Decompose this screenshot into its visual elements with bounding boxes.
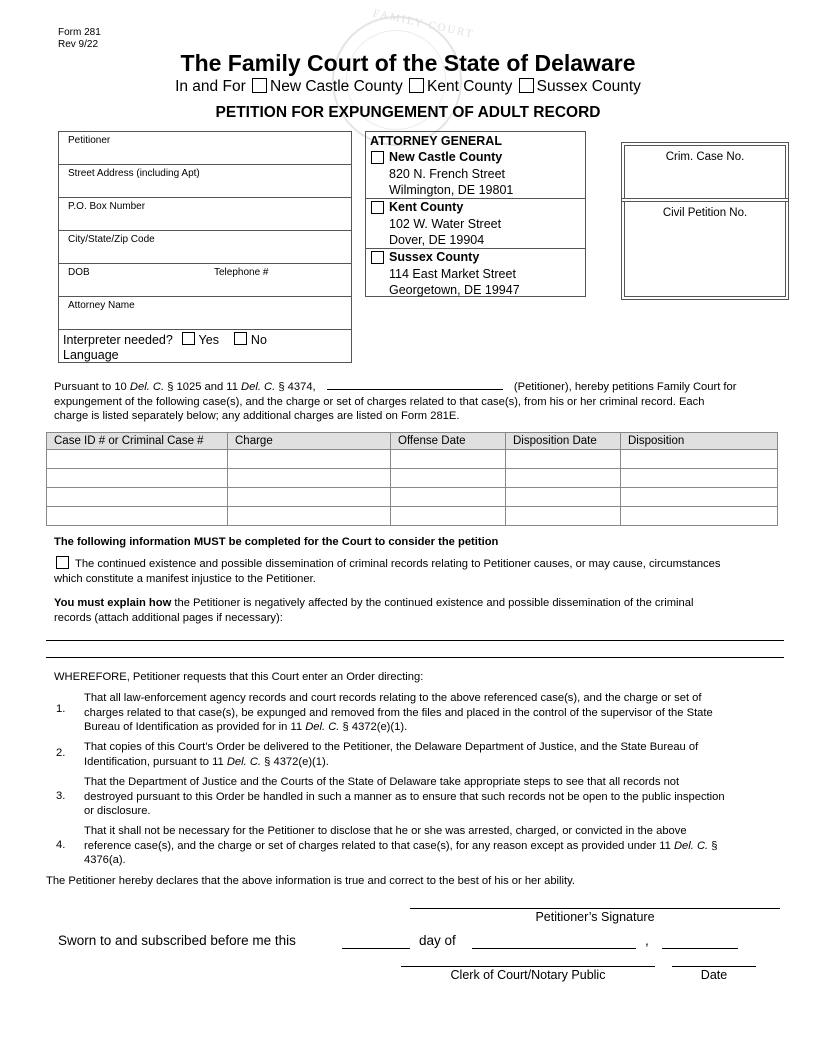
- intro-line-2: expungement of the following case(s), and the charge or set of charges related to that case(s), from his or her criminal record. Each: [54, 395, 705, 408]
- attorney-name-label: Attorney Name: [68, 300, 135, 311]
- table-cell[interactable]: [621, 507, 778, 526]
- dob-label: DOB: [68, 267, 90, 278]
- ag-kent-checkbox[interactable]: [371, 201, 384, 214]
- sworn-day-blank[interactable]: [342, 948, 410, 949]
- ag-sussex-county: Sussex County: [389, 250, 480, 264]
- charges-table: [46, 432, 778, 526]
- order-item-2-line-2: Identification, pursuant to 11: [84, 755, 227, 768]
- order-item-2-delc: Del. C.: [226, 755, 262, 768]
- manifest-injustice-checkbox[interactable]: [56, 556, 69, 569]
- table-cell[interactable]: [621, 469, 778, 488]
- interpreter-label: Interpreter needed?: [63, 333, 173, 347]
- table-cell[interactable]: [228, 469, 391, 488]
- table-cell[interactable]: [506, 507, 621, 526]
- requirements-heading: The following information MUST be completed for the Court to consider the petition: [54, 536, 499, 548]
- petitioner-name-blank[interactable]: [327, 379, 503, 390]
- table-cell[interactable]: [228, 507, 391, 526]
- ag-sussex-city: Georgetown, DE 19947: [389, 283, 520, 297]
- order-item-4-line-3: 4376(a).: [84, 854, 126, 866]
- civil-petition-number-label: Civil Petition No.: [624, 201, 786, 297]
- intro-line-3: charge is listed separately below; any additional charges are listed on Form 281E.: [54, 410, 460, 422]
- table-cell[interactable]: [391, 507, 506, 526]
- order-item-1-delc: Del. C.: [305, 721, 340, 733]
- comma-text: ,: [645, 933, 649, 948]
- sussex-county-checkbox[interactable]: [519, 78, 534, 93]
- wherefore-intro: WHEREFORE, Petitioner requests that this Court enter an Order directing:: [54, 671, 424, 683]
- table-cell[interactable]: [47, 507, 228, 526]
- ag-kent-city: Dover, DE 19904: [389, 233, 485, 247]
- order-item-3-line-1: That the Department of Justice and the Courts of the State of Delaware take appropriate steps to see that all records not: [84, 776, 680, 788]
- interpreter-no-label: No: [250, 333, 267, 347]
- sworn-month-blank[interactable]: [472, 948, 636, 949]
- order-item-1-line-2: charges related to that case(s), be expunged and removed from the files and placed in the control of the supervisor of the State: [84, 706, 713, 719]
- order-item-4-line-2-end: §: [708, 839, 718, 852]
- sworn-year-blank[interactable]: [662, 948, 738, 949]
- explanation-line-2[interactable]: [46, 657, 784, 658]
- order-item-1-line-3-end: § 4372(e)(1).: [339, 721, 408, 733]
- petitioner-field[interactable]: [58, 131, 352, 165]
- order-item-4: [84, 824, 774, 868]
- in-and-for-label: In and For: [175, 78, 246, 95]
- table-cell[interactable]: [506, 488, 621, 507]
- sworn-text: Sworn to and subscribed before me this: [58, 933, 296, 948]
- sussex-county-label: Sussex County: [536, 78, 641, 95]
- table-cell[interactable]: [47, 488, 228, 507]
- criminal-case-number-label: Crim. Case No.: [624, 145, 786, 199]
- order-item-4-line-2: reference case(s), and the charge or set of charges related to that case(s), for any reason except as provided under 11: [84, 839, 674, 852]
- table-cell[interactable]: [228, 488, 391, 507]
- item-number-1: 1.: [56, 703, 66, 715]
- manifest-injustice-text: The continued existence and possible dissemination of criminal records relating to Petitioner causes, or may cause, circumstances: [75, 558, 721, 570]
- attorney-general-heading: ATTORNEY GENERAL: [370, 134, 502, 148]
- intro-text-3: § 4374,: [275, 381, 316, 393]
- intro-text-4: (Petitioner), hereby petitions Family Court for: [513, 381, 737, 393]
- interpreter-no-checkbox[interactable]: [234, 332, 247, 345]
- street-address-label: Street Address (including Apt): [68, 168, 200, 179]
- column-header-disposition-date: Disposition Date: [506, 433, 621, 450]
- ag-office-kent: [366, 198, 585, 249]
- intro-text-1: Pursuant to 10: [54, 381, 130, 393]
- item-number-2: 2.: [56, 747, 66, 759]
- order-item-1-line-3: Bureau of Identification as provided for in 11: [84, 721, 306, 733]
- manifest-injustice-text-2: which constitute a manifest injustice to the Petitioner.: [54, 572, 316, 585]
- item-number-3: 3.: [56, 790, 66, 802]
- criminal-case-number-box[interactable]: [621, 142, 789, 202]
- city-state-zip-field[interactable]: [58, 230, 352, 264]
- table-cell[interactable]: [391, 450, 506, 469]
- petitioner-signature-label: Petitioner’s Signature: [535, 910, 655, 924]
- explain-instructions: [54, 596, 784, 625]
- explain-text: the Petitioner is negatively affected by the continued existence and possible dissemination of the criminal: [171, 597, 694, 609]
- ag-kent-street: 102 W. Water Street: [389, 216, 502, 231]
- ag-new-castle-county: New Castle County: [389, 150, 503, 164]
- order-item-4-delc: Del. C.: [673, 839, 709, 852]
- po-box-field[interactable]: [58, 197, 352, 231]
- order-item-3: [84, 775, 774, 819]
- column-header-case-id: Case ID # or Criminal Case #: [47, 433, 228, 450]
- item-number-4: 4.: [56, 839, 66, 851]
- kent-county-checkbox[interactable]: [409, 78, 424, 93]
- order-item-2: [84, 740, 774, 769]
- attorney-general-box: [365, 131, 586, 297]
- order-item-1: [84, 691, 774, 735]
- table-cell[interactable]: [621, 488, 778, 507]
- dob-telephone-field[interactable]: [58, 263, 352, 297]
- interpreter-field: [58, 329, 352, 363]
- table-cell[interactable]: [47, 450, 228, 469]
- table-cell[interactable]: [506, 469, 621, 488]
- revision-text: Rev 9/22: [58, 39, 99, 50]
- explain-text-2: records (attach additional pages if necessary):: [54, 611, 283, 624]
- table-cell[interactable]: [47, 469, 228, 488]
- order-item-1-line-1: That all law-enforcement agency records and court records relating to the above referenced case(s), and the charge or set of: [84, 692, 702, 704]
- intro-text-2: § 1025 and 11: [164, 381, 242, 393]
- civil-petition-number-box[interactable]: [621, 198, 789, 300]
- table-cell[interactable]: [391, 469, 506, 488]
- street-address-field[interactable]: [58, 164, 352, 198]
- form-number: [58, 27, 101, 51]
- petition-intro: [54, 379, 784, 424]
- explain-bold-text: You must explain how: [54, 597, 172, 609]
- order-item-3-line-3: or disclosure.: [84, 805, 151, 817]
- new-castle-county-checkbox[interactable]: [252, 78, 267, 93]
- column-header-disposition: Disposition: [621, 433, 778, 450]
- table-cell[interactable]: [391, 488, 506, 507]
- petitioner-signature-line[interactable]: [410, 908, 780, 909]
- date-label: Date: [700, 968, 728, 982]
- table-row: [47, 507, 778, 526]
- table-row: [47, 488, 778, 507]
- manifest-injustice-statement: [54, 556, 784, 586]
- order-item-2-line-1: That copies of this Court’s Order be delivered to the Petitioner, the Delaware Department of Justice, and the State Bureau of: [84, 741, 699, 753]
- interpreter-yes-checkbox[interactable]: [182, 332, 195, 345]
- telephone-label: Telephone #: [214, 267, 269, 278]
- date-line[interactable]: [672, 966, 756, 967]
- ag-new-castle-street: 820 N. French Street: [389, 166, 506, 181]
- intro-delc-2: Del. C.: [241, 381, 276, 393]
- kent-county-label: Kent County: [427, 78, 513, 95]
- explanation-line-1[interactable]: [46, 640, 784, 641]
- table-cell[interactable]: [621, 450, 778, 469]
- po-box-label: P.O. Box Number: [68, 201, 146, 212]
- column-header-offense-date: Offense Date: [391, 433, 506, 450]
- new-castle-county-label: New Castle County: [270, 78, 403, 95]
- ag-sussex-street: 114 East Market Street: [389, 266, 516, 281]
- attorney-name-field[interactable]: [58, 296, 352, 330]
- table-cell[interactable]: [228, 450, 391, 469]
- ag-kent-county: Kent County: [389, 200, 464, 214]
- ag-office-sussex: [366, 248, 585, 299]
- ag-office-new-castle: [366, 149, 585, 199]
- petitioner-label: Petitioner: [68, 135, 111, 146]
- ag-sussex-checkbox[interactable]: [371, 251, 384, 264]
- column-header-charge: Charge: [228, 433, 391, 450]
- clerk-signature-line[interactable]: [401, 966, 655, 967]
- table-row: [47, 450, 778, 469]
- table-row: [47, 469, 778, 488]
- table-cell[interactable]: [506, 450, 621, 469]
- order-item-2-line-2-end: § 4372(e)(1).: [261, 755, 329, 768]
- declaration-text: The Petitioner hereby declares that the above information is true and correct to the best of his or her ability.: [46, 875, 575, 887]
- order-item-3-line-2: destroyed pursuant to this Order be handled in such a manner as to ensure that such records not be open to the public inspection: [84, 790, 725, 803]
- form-subtitle: PETITION FOR EXPUNGEMENT OF ADULT RECORD: [215, 104, 601, 121]
- intro-delc-1: Del. C.: [129, 381, 165, 393]
- page-title: The Family Court of the State of Delaware: [180, 50, 636, 76]
- ag-new-castle-checkbox[interactable]: [371, 151, 384, 164]
- city-state-zip-label: City/State/Zip Code: [68, 234, 155, 245]
- clerk-signature-label: Clerk of Court/Notary Public: [450, 968, 606, 982]
- language-label: Language: [63, 348, 119, 362]
- ag-new-castle-city: Wilmington, DE 19801: [389, 183, 514, 197]
- form-number-text: Form 281: [58, 27, 101, 38]
- court-seal-text: FAMILY COURT: [371, 7, 476, 41]
- order-item-4-line-1: That it shall not be necessary for the Petitioner to disclose that he or she was arrested, charged, or convicted in the above: [84, 825, 687, 837]
- interpreter-yes-label: Yes: [198, 333, 219, 347]
- county-selection: [0, 78, 816, 96]
- day-of-text: day of: [419, 933, 456, 948]
